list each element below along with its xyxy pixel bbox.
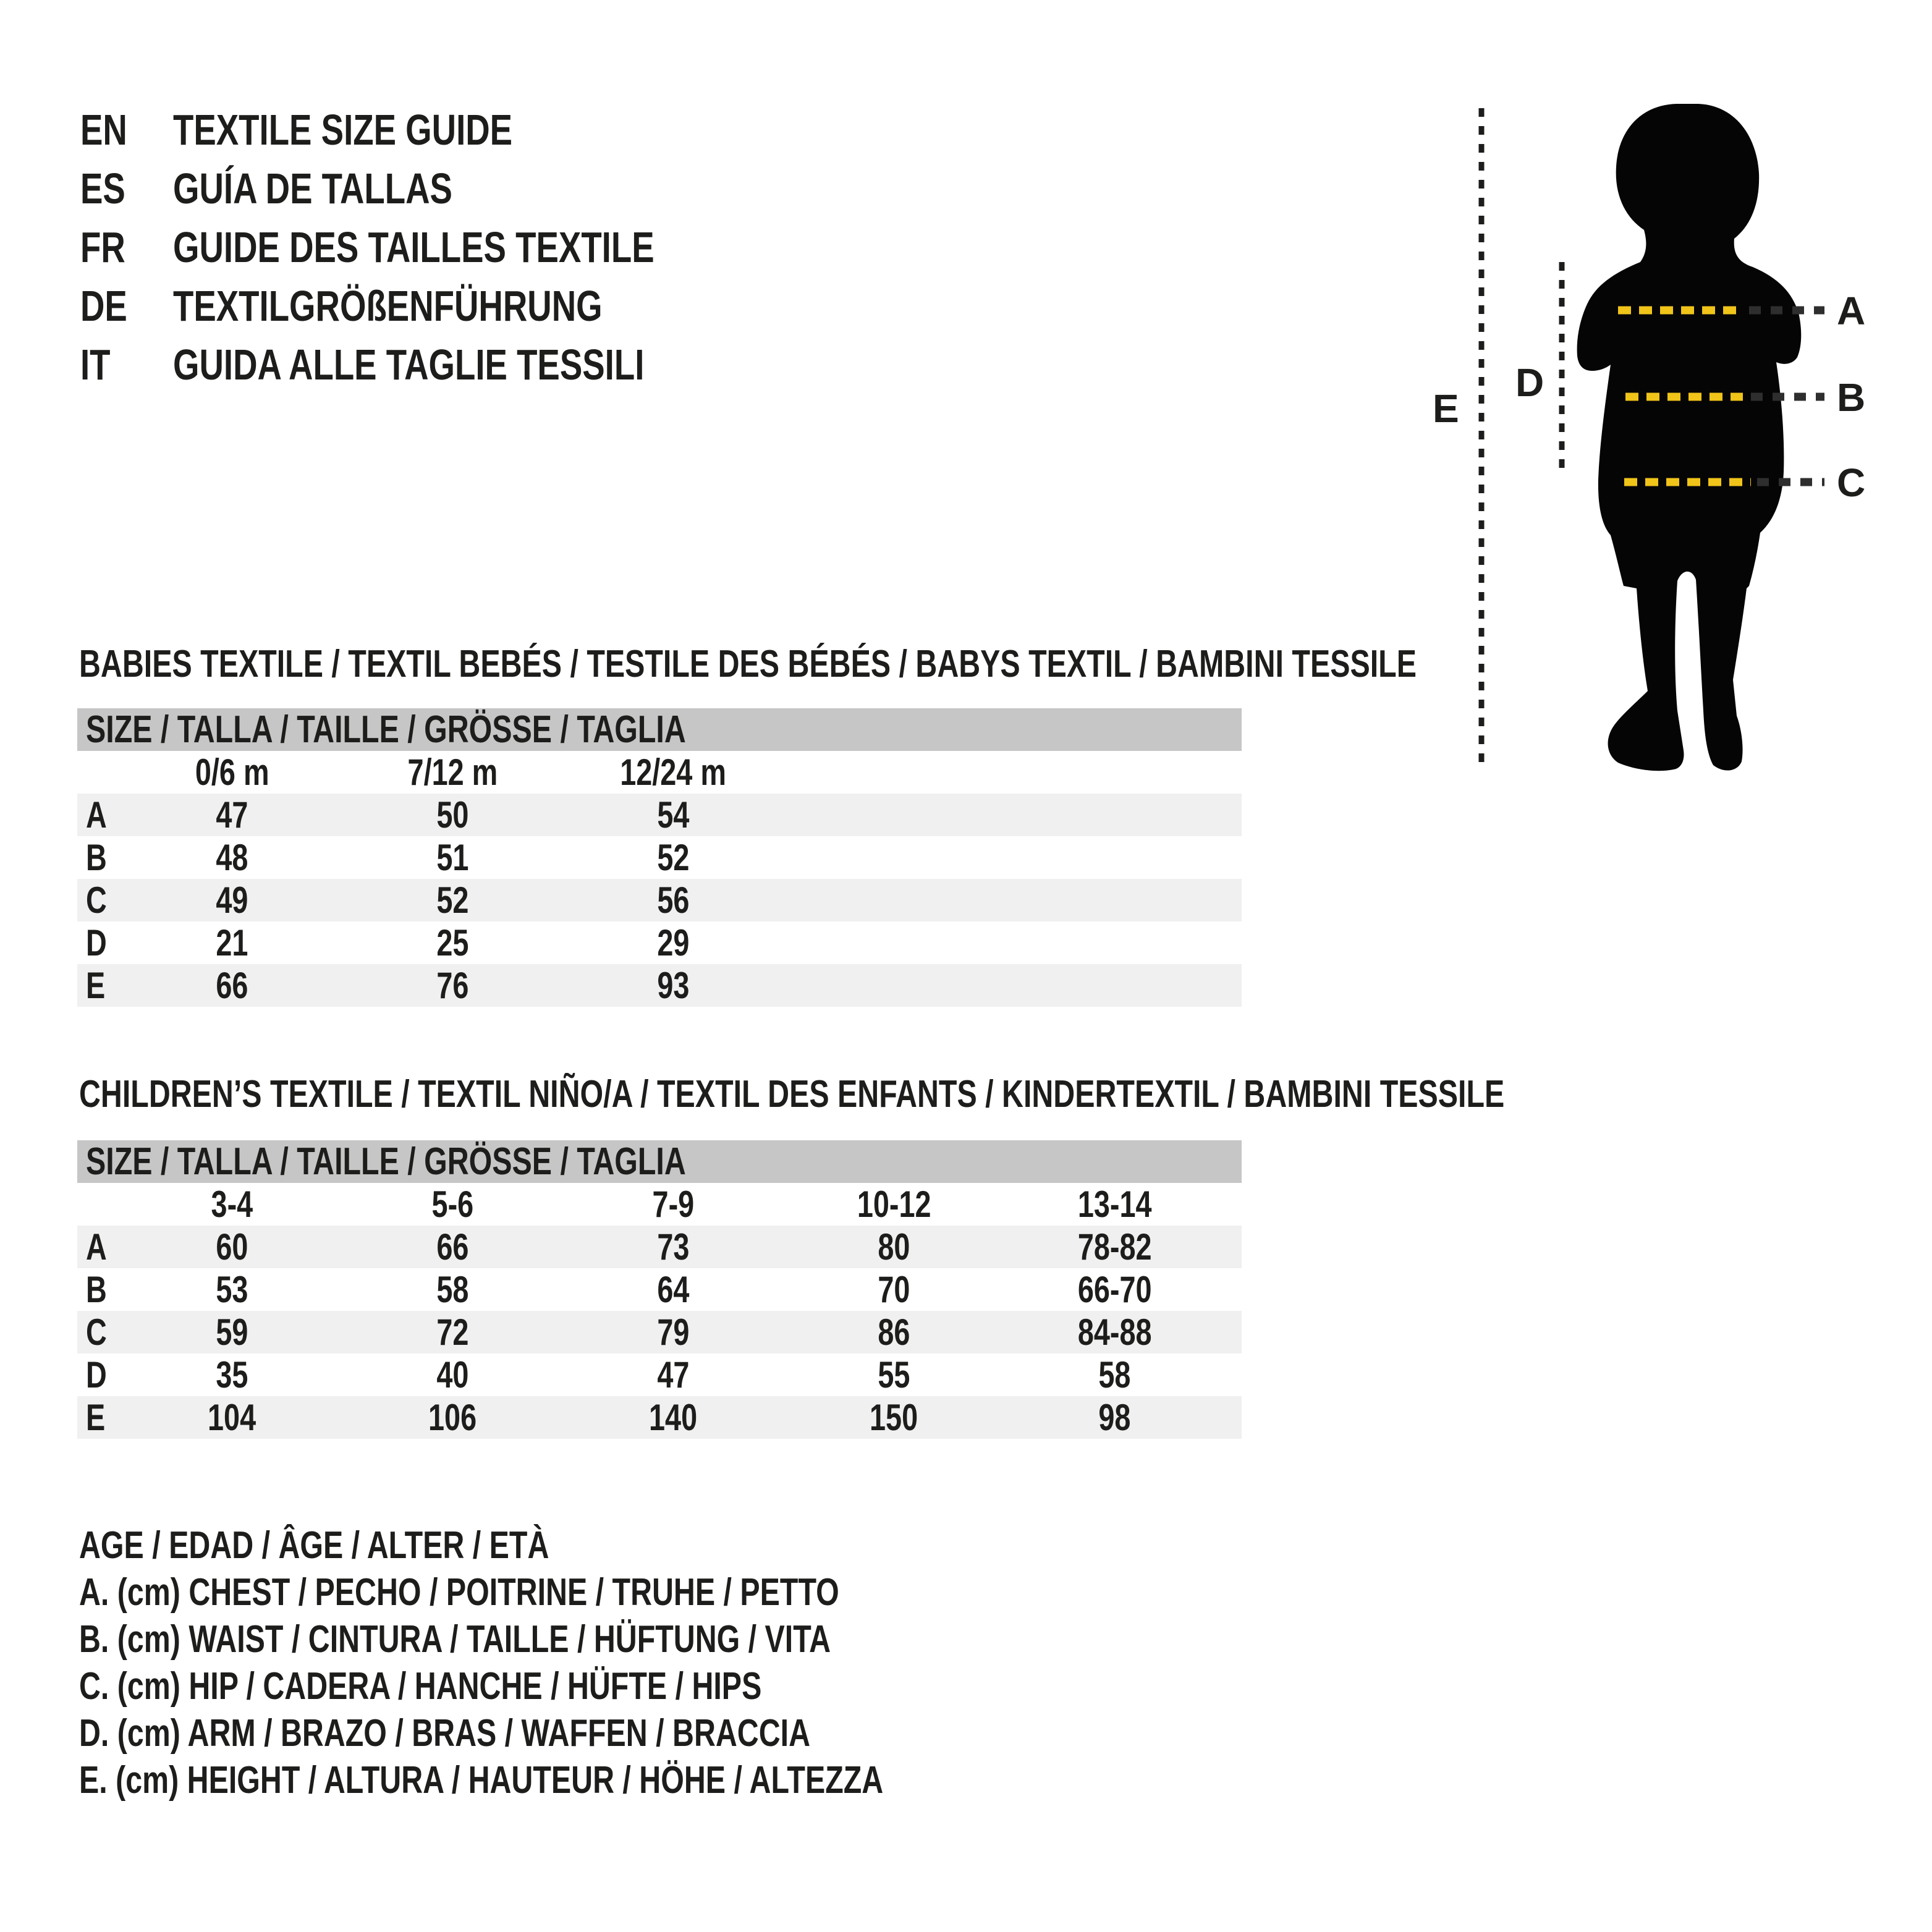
language-row (80, 218, 790, 276)
legend-text: D. (cm) ARM / BRAZO / BRAS / WAFFEN / BRACCIA (79, 1711, 811, 1755)
legend-line-chest (79, 1569, 1110, 1616)
babies-table-header-band (77, 708, 1242, 751)
table-cell (342, 964, 563, 1007)
row-label-text: B (86, 837, 107, 878)
cell-value: 66 (436, 1226, 469, 1268)
table-row (77, 964, 1242, 1007)
column-header (563, 751, 784, 794)
language-code: ES (80, 164, 125, 213)
table-cell (122, 1268, 342, 1311)
figure-label-b: B (1837, 375, 1866, 420)
row-label (77, 836, 122, 879)
cell-value: 48 (216, 837, 248, 878)
legend-line-hip (79, 1663, 1110, 1710)
children-column-header-row (77, 1183, 1242, 1226)
cell-value: 25 (436, 922, 469, 964)
column-header-text: 10-12 (857, 1184, 931, 1225)
table-cell (342, 879, 563, 922)
table-cell (563, 879, 784, 922)
column-header (122, 751, 342, 794)
table-row (77, 1226, 1242, 1268)
cell-value: 64 (657, 1269, 690, 1310)
column-header (1004, 1183, 1225, 1226)
table-cell (784, 1226, 1004, 1268)
row-label-text: E (86, 1397, 106, 1438)
table-row (77, 1354, 1242, 1396)
column-header-text: 13-14 (1077, 1184, 1152, 1225)
cell-value: 47 (216, 794, 248, 836)
column-header (342, 751, 563, 794)
cell-value: 78-82 (1077, 1226, 1152, 1268)
table-cell (563, 1354, 784, 1396)
cell-value: 40 (436, 1354, 469, 1396)
cell-value: 50 (436, 794, 469, 836)
table-cell (563, 1311, 784, 1354)
table-cell (563, 836, 784, 879)
cell-value: 106 (428, 1397, 477, 1438)
row-label-text: A (86, 794, 107, 836)
language-title: GUIDA ALLE TAGLIE TESSILI (173, 340, 645, 389)
table-cell (1004, 1226, 1225, 1268)
figure-label-a: A (1837, 289, 1866, 333)
legend-line-age (79, 1522, 1110, 1569)
cell-value: 79 (657, 1311, 690, 1353)
language-title: TEXTILE SIZE GUIDE (173, 105, 513, 154)
row-label-text: E (86, 965, 106, 1006)
cell-value: 104 (208, 1397, 256, 1438)
table-cell (122, 794, 342, 836)
table-cell (563, 794, 784, 836)
cell-value: 58 (1098, 1354, 1131, 1396)
language-code: DE (80, 281, 127, 330)
cell-value: 56 (657, 879, 690, 921)
cell-value: 29 (657, 922, 690, 964)
cell-value: 60 (216, 1226, 248, 1268)
table-cell (342, 1268, 563, 1311)
babies-table-header-text: SIZE / TALLA / TAILLE / GRÖSSE / TAGLIA (86, 708, 686, 751)
cell-value: 73 (657, 1226, 690, 1268)
table-cell (122, 1226, 342, 1268)
row-label-text: D (86, 1354, 107, 1396)
table-cell (342, 1396, 563, 1439)
babies-size-table (77, 708, 1242, 1007)
table-cell (342, 1311, 563, 1354)
column-header (563, 1183, 784, 1226)
babies-section-heading (79, 644, 1794, 685)
table-cell (122, 964, 342, 1007)
cell-value: 72 (436, 1311, 469, 1353)
cell-value: 52 (436, 879, 469, 921)
measurement-legend (79, 1522, 1110, 1803)
table-cell (1004, 1268, 1225, 1311)
language-row (80, 159, 790, 218)
language-title-list (80, 100, 790, 394)
row-label-text: A (86, 1226, 107, 1268)
table-cell (563, 1268, 784, 1311)
language-code: EN (80, 105, 127, 154)
table-cell (784, 1311, 1004, 1354)
table-row (77, 794, 1242, 836)
table-cell (342, 836, 563, 879)
table-cell (563, 1226, 784, 1268)
language-code: IT (80, 340, 111, 389)
table-cell (342, 1226, 563, 1268)
measurement-figure (1409, 74, 1932, 803)
table-cell (784, 1354, 1004, 1396)
row-label (77, 964, 122, 1007)
cell-value: 59 (216, 1311, 248, 1353)
figure-label-d: D (1515, 360, 1544, 405)
language-code: FR (80, 222, 125, 271)
table-cell (1004, 1311, 1225, 1354)
table-cell (122, 1354, 342, 1396)
table-cell (563, 922, 784, 964)
table-cell (563, 1396, 784, 1439)
language-row (80, 100, 790, 159)
table-cell (122, 1311, 342, 1354)
row-label-text: B (86, 1269, 107, 1310)
row-label (77, 922, 122, 964)
legend-text: AGE / EDAD / ÂGE / ALTER / ETÀ (79, 1523, 549, 1567)
cell-value: 35 (216, 1354, 248, 1396)
language-row (80, 276, 790, 335)
legend-text: B. (cm) WAIST / CINTURA / TAILLE / HÜFTUNG / VITA (79, 1617, 831, 1661)
table-row (77, 922, 1242, 964)
cell-value: 49 (216, 879, 248, 921)
cell-value: 53 (216, 1269, 248, 1310)
cell-value: 21 (216, 922, 248, 964)
cell-value: 66 (216, 965, 248, 1006)
children-section-heading (79, 1074, 1907, 1115)
cell-value: 150 (870, 1397, 918, 1438)
table-cell (122, 836, 342, 879)
row-label-text: C (86, 1311, 107, 1353)
row-label (77, 1354, 122, 1396)
legend-text: E. (cm) HEIGHT / ALTURA / HAUTEUR / HÖHE / ALTEZZA (79, 1758, 884, 1802)
column-header-text: 7-9 (652, 1184, 695, 1225)
cell-value: 66-70 (1077, 1269, 1152, 1310)
cell-value: 98 (1098, 1397, 1131, 1438)
language-title: GUÍA DE TALLAS (173, 164, 452, 213)
babies-column-header-row (77, 751, 1242, 794)
cell-value: 86 (878, 1311, 910, 1353)
row-label (77, 1311, 122, 1354)
table-cell (122, 879, 342, 922)
table-cell (122, 922, 342, 964)
cell-value: 76 (436, 965, 469, 1006)
legend-text: C. (cm) HIP / CADERA / HANCHE / HÜFTE / HIPS (79, 1664, 762, 1708)
table-cell (563, 964, 784, 1007)
column-header-text: 5-6 (431, 1184, 474, 1225)
figure-label-e: E (1433, 386, 1459, 431)
table-row (77, 1268, 1242, 1311)
row-label (77, 794, 122, 836)
cell-value: 80 (878, 1226, 910, 1268)
column-header (122, 1183, 342, 1226)
cell-value: 51 (436, 837, 469, 878)
table-cell (342, 794, 563, 836)
row-label-text: C (86, 879, 107, 921)
cell-value: 54 (657, 794, 690, 836)
cell-value: 140 (649, 1397, 698, 1438)
column-header-text: 7/12 m (407, 752, 498, 793)
children-section-heading-text: CHILDREN’S TEXTILE / TEXTIL NIÑO/A / TEXTIL DES ENFANTS / KINDERTEXTIL / BAMBINI TESSILE (79, 1073, 1505, 1116)
table-cell (1004, 1396, 1225, 1439)
cell-value: 58 (436, 1269, 469, 1310)
language-row (80, 335, 790, 394)
cell-value: 52 (657, 837, 690, 878)
children-table-header-band (77, 1140, 1242, 1183)
table-row (77, 836, 1242, 879)
column-header-text: 12/24 m (620, 752, 727, 793)
babies-section-heading-text: BABIES TEXTILE / TEXTIL BEBÉS / TESTILE DES BÉBÉS / BABYS TEXTIL / BAMBINI TESSILE (79, 643, 1417, 685)
cell-value: 70 (878, 1269, 910, 1310)
row-label (77, 1226, 122, 1268)
table-row (77, 879, 1242, 922)
table-cell (784, 1268, 1004, 1311)
column-header-text: 0/6 m (195, 752, 269, 793)
table-cell (122, 1396, 342, 1439)
cell-value: 84-88 (1077, 1311, 1152, 1353)
row-label (77, 1268, 122, 1311)
cell-value: 55 (878, 1354, 910, 1396)
table-cell (784, 1396, 1004, 1439)
legend-text: A. (cm) CHEST / PECHO / POITRINE / TRUHE / PETTO (79, 1570, 839, 1614)
language-title: GUIDE DES TAILLES TEXTILE (173, 222, 655, 271)
legend-line-height (79, 1756, 1110, 1803)
row-label (77, 879, 122, 922)
table-cell (342, 922, 563, 964)
table-cell (1004, 1354, 1225, 1396)
column-header (342, 1183, 563, 1226)
row-label-text: D (86, 922, 107, 964)
column-header (784, 1183, 1004, 1226)
cell-value: 93 (657, 965, 690, 1006)
language-title: TEXTILGRÖßENFÜHRUNG (173, 281, 603, 330)
table-cell (342, 1354, 563, 1396)
children-table-header-text: SIZE / TALLA / TAILLE / GRÖSSE / TAGLIA (86, 1140, 686, 1183)
column-header-text: 3-4 (211, 1184, 253, 1225)
row-label (77, 1396, 122, 1439)
table-row (77, 1396, 1242, 1439)
legend-line-waist (79, 1616, 1110, 1663)
legend-line-arm (79, 1710, 1110, 1756)
children-size-table (77, 1140, 1242, 1439)
figure-label-c: C (1837, 460, 1866, 505)
cell-value: 47 (657, 1354, 690, 1396)
table-row (77, 1311, 1242, 1354)
